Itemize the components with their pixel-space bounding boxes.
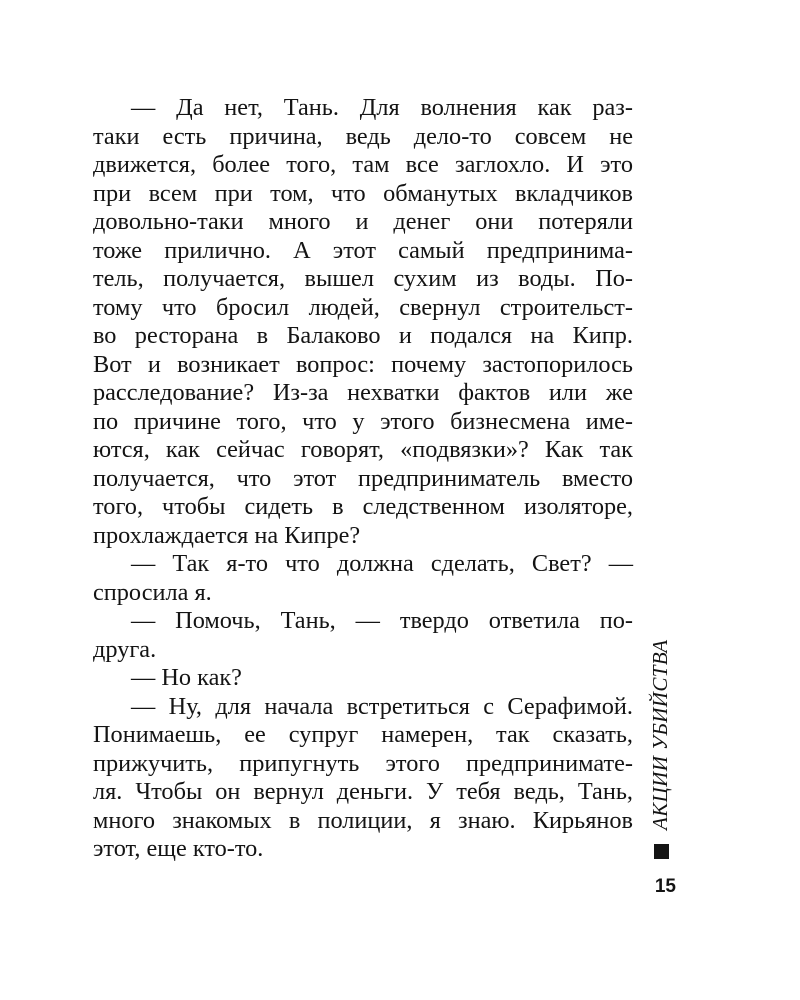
text-line: тоже прилично. А этот самый предпринима- (93, 236, 633, 264)
text-line: во ресторана в Балаково и подался на Кипр. (93, 322, 633, 349)
text-line: прижучить, припугнуть этого предпринимате- (93, 749, 633, 777)
text-line: ются, как сейчас говорят, «подвязки»? Как так (93, 436, 633, 463)
running-title: АКЦИИ УБИЙСТВА (648, 639, 672, 830)
text-line: расследование? Из-за нехватки фактов или же (93, 379, 633, 406)
page-number: 15 (654, 876, 676, 897)
text-line: получается, что этот предприниматель вместо (93, 464, 633, 492)
text-line: спросила я. (93, 578, 212, 606)
text-line: этот, еще кто-то. (93, 835, 264, 862)
text-line: по причине того, что у этого бизнесмена име- (93, 407, 633, 435)
square-marker-icon (654, 844, 669, 859)
body-text (93, 94, 633, 864)
text-line: тель, получается, вышел сухим из воды. По- (93, 265, 633, 292)
text-line: много знакомых в полиции, я знаю. Кирьянов (93, 806, 633, 834)
text-line: движется, более того, там все заглохло. И это (93, 151, 633, 178)
text-line: при всем при том, что обманутых вкладчиков (93, 179, 633, 207)
text-line: таки есть причина, ведь дело-то совсем не (93, 122, 633, 150)
text-line: — Так я-то что должна сделать, Свет? — (131, 550, 633, 577)
text-line: друга. (93, 635, 157, 663)
text-line: — Но как? (131, 664, 242, 691)
text-line: прохлаждается на Кипре? (93, 521, 361, 549)
text-line: — Помочь, Тань, — твердо ответила по- (131, 607, 633, 634)
text-line: того, чтобы сидеть в следственном изоляторе, (93, 493, 633, 520)
text-line: — Да нет, Тань. Для волнения как раз- (131, 94, 633, 121)
text-line: — Ну, для начала встретиться с Серафимой. (131, 692, 633, 720)
text-line: Понимаешь, ее супруг намерен, так сказать, (93, 721, 633, 748)
text-line: ля. Чтобы он вернул деньги. У тебя ведь, Тань, (93, 778, 633, 805)
text-line: довольно-таки много и денег они потеряли (93, 208, 633, 235)
text-line: Вот и возникает вопрос: почему застопорилось (93, 350, 633, 378)
text-line: тому что бросил людей, свернул строительст- (93, 293, 633, 321)
